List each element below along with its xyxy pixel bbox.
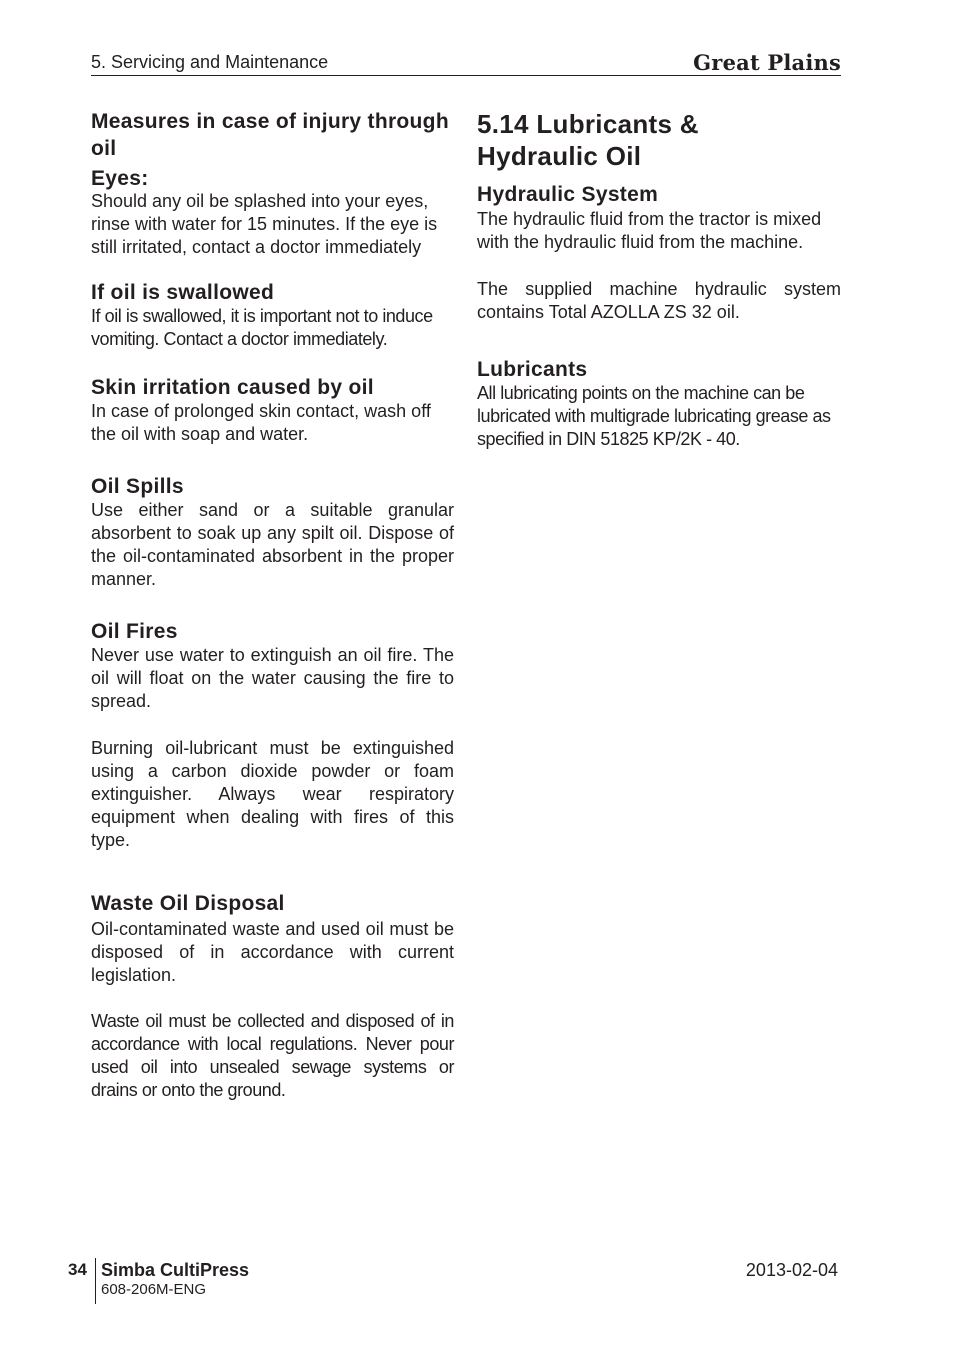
injury-heading: Measures in case of injury through oil	[91, 110, 449, 160]
header-section-title: 5. Servicing and Maintenance	[91, 52, 329, 72]
fires-paragraph-2: Burning oil-lubricant must be extinguished using a carbon dioxide powder or foam extinguisher. Always wear respiratory equipment when dealing with fires of this type.	[91, 738, 454, 850]
waste-heading: Waste Oil Disposal	[91, 892, 285, 915]
hydraulic-paragraph-1: The hydraulic fluid from the tractor is mixed with the hydraulic fluid from the machine.	[477, 209, 822, 252]
hydraulic-heading: Hydraulic System	[477, 183, 659, 206]
hydraulic-paragraph-2: The supplied machine hydraulic system contains Total AZOLLA ZS 32 oil.	[477, 279, 841, 322]
lubricants-paragraph: All lubricating points on the machine can be lubricated with multigrade lubricating grease as specified in DIN 51825 KP/2K - 40.	[477, 383, 831, 449]
right-column	[477, 108, 841, 451]
skin-heading: Skin irritation caused by oil	[91, 376, 374, 399]
fires-paragraph-1: Never use water to extinguish an oil fire. The oil will float on the water causing the fire to spread.	[91, 645, 454, 711]
page-number: 34	[68, 1260, 87, 1279]
left-column	[91, 108, 454, 1102]
eyes-paragraph: Should any oil be splashed into your eyes, rinse with water for 15 minutes. If the eye is still irritated, contact a doctor immediately	[91, 191, 438, 257]
lubricants-heading: Lubricants	[477, 358, 588, 381]
fires-heading: Oil Fires	[91, 620, 178, 643]
swallowed-heading: If oil is swallowed	[91, 281, 275, 304]
skin-paragraph: In case of prolonged skin contact, wash off the oil with soap and water.	[91, 401, 431, 444]
document-code: 608-206M-ENG	[101, 1281, 207, 1298]
document-date: 2013-02-04	[745, 1260, 838, 1280]
waste-paragraph-2: Waste oil must be collected and disposed of in accordance with local regulations. Never pour used oil into unsealed sewage systems or drains or onto the ground.	[91, 1011, 454, 1100]
eyes-heading: Eyes:	[91, 167, 149, 190]
footer-divider	[95, 1258, 96, 1304]
section-heading: 5.14 Lubricants & Hydraulic Oil	[477, 109, 699, 171]
spills-paragraph: Use either sand or a suitable granular absorbent to soak up any spilt oil. Dispose of the oil-contaminated absorbent in the proper manner.	[91, 500, 454, 589]
swallowed-paragraph: If oil is swallowed, it is important not to induce vomiting. Contact a doctor immediately.	[91, 306, 433, 349]
product-name: Simba CultiPress	[101, 1260, 250, 1280]
waste-paragraph-1: Oil-contaminated waste and used oil must be disposed of in accordance with current legislation.	[91, 919, 454, 985]
brand-logo-text: Great Plains	[693, 50, 841, 75]
header-divider	[91, 75, 841, 76]
spills-heading: Oil Spills	[91, 475, 184, 498]
